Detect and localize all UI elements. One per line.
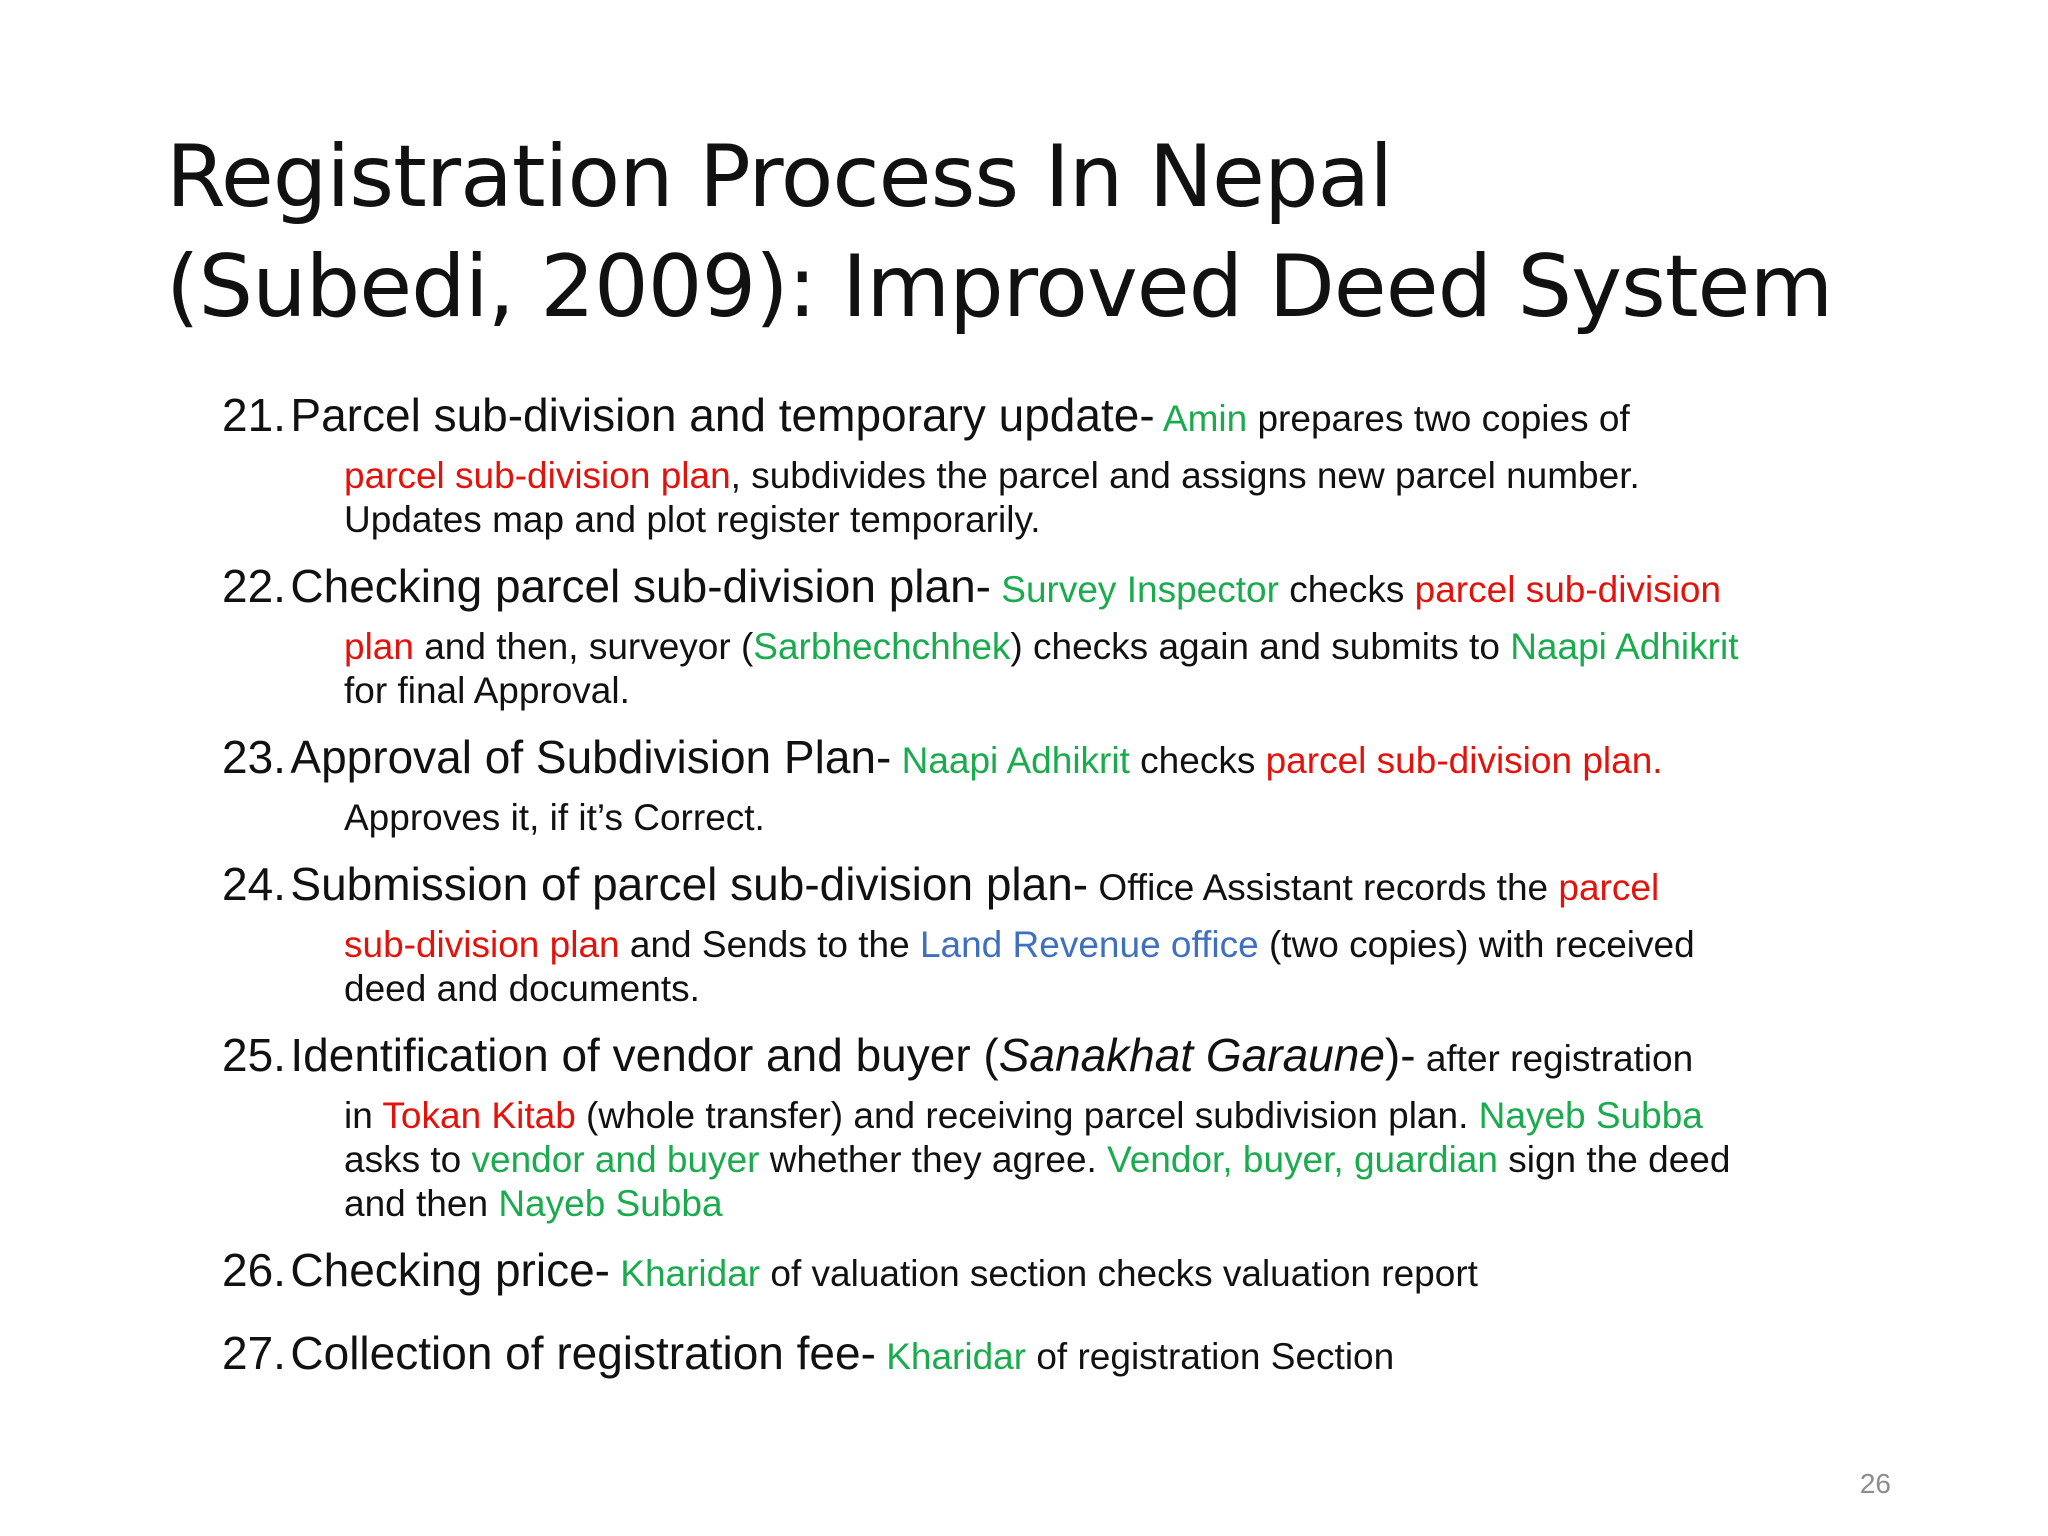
- text: [1155, 398, 1163, 439]
- step-26: [222, 1243, 2002, 1309]
- step-number: 23.: [222, 731, 286, 783]
- step-head: [222, 1028, 2002, 1094]
- text: Identification of vendor and buyer (: [290, 1029, 999, 1081]
- text: of valuation section checks valuation report: [760, 1253, 1478, 1294]
- text: [991, 569, 1001, 610]
- text: )-: [1384, 1029, 1416, 1081]
- step-title: Collection of registration fee-: [290, 1327, 876, 1379]
- text: and then, surveyor (: [413, 626, 754, 667]
- step-21: [222, 388, 2002, 542]
- actor-naapi-adhikrit: Naapi Adhikrit: [901, 740, 1130, 781]
- step-number: 27.: [222, 1327, 286, 1379]
- text: Approves it, if it’s Correct.: [344, 797, 765, 838]
- text: and Sends to the: [619, 924, 920, 965]
- step-title: Checking parcel sub-division plan-: [290, 560, 991, 612]
- text: in: [344, 1095, 383, 1136]
- actor-sarbhechchhek: Sarbhechchhek: [753, 626, 1011, 667]
- actor-vendor-buyer-guardian: Vendor, buyer, guardian: [1107, 1139, 1498, 1180]
- title-line-1: Registration Process In Nepal: [166, 127, 1393, 227]
- actor-vendor-and-buyer: vendor and buyer: [471, 1139, 760, 1180]
- document-term: parcel sub-division plan: [344, 455, 731, 496]
- step-head: [222, 559, 2002, 625]
- actor-nayeb-subba: Nayeb Subba: [1478, 1095, 1703, 1136]
- step-title: Submission of parcel sub-division plan-: [290, 858, 1089, 910]
- actor-naapi-adhikrit: Naapi Adhikrit: [1510, 626, 1739, 667]
- step-23: [222, 730, 2002, 840]
- step-head: [222, 730, 2002, 796]
- step-continuation: [222, 796, 2002, 840]
- document-term: Tokan Kitab: [382, 1095, 576, 1136]
- text: Updates map and plot register temporarily.: [344, 499, 1041, 540]
- text: Office Assistant records the: [1088, 867, 1559, 908]
- office-land-revenue: Land Revenue office: [919, 924, 1259, 965]
- text: [891, 740, 901, 781]
- step-title: Checking price-: [290, 1244, 610, 1296]
- document-term: sub-division plan: [344, 924, 620, 965]
- step-continuation: [222, 1138, 2002, 1182]
- italic-term: Sanakhat Garaune: [998, 1029, 1385, 1081]
- text: checks: [1129, 740, 1266, 781]
- step-27: [222, 1326, 2002, 1392]
- actor-amin: Amin: [1162, 398, 1248, 439]
- text: of registration Section: [1026, 1336, 1395, 1377]
- step-head: [222, 388, 2002, 454]
- step-continuation: [222, 625, 2002, 669]
- actor-kharidar: Kharidar: [886, 1336, 1027, 1377]
- text: (two copies) with received: [1258, 924, 1695, 965]
- title-line-2: (Subedi, 2009): Improved Deed System: [166, 237, 1833, 337]
- text: prepares two copies of: [1247, 398, 1630, 439]
- document-term: parcel: [1558, 867, 1660, 908]
- text: [876, 1336, 886, 1377]
- step-number: 21.: [222, 389, 286, 441]
- step-title: [290, 1029, 1415, 1081]
- step-head: [222, 1243, 2002, 1309]
- page-number: 26: [1859, 1468, 1891, 1499]
- text: for final Approval.: [344, 670, 630, 711]
- document-term: plan: [344, 626, 414, 667]
- step-title: Parcel sub-division and temporary update-: [290, 389, 1155, 441]
- slide-title: [166, 122, 1986, 342]
- step-25: [222, 1028, 2002, 1226]
- actor-kharidar: Kharidar: [620, 1253, 761, 1294]
- actor-survey-inspector: Survey Inspector: [1001, 569, 1279, 610]
- step-24: [222, 857, 2002, 1011]
- step-number: 25.: [222, 1029, 286, 1081]
- step-22: [222, 559, 2002, 713]
- process-steps-list: [222, 388, 2002, 1409]
- text: sign the deed: [1497, 1139, 1731, 1180]
- text: asks to: [344, 1139, 472, 1180]
- step-number: 24.: [222, 858, 286, 910]
- step-number: 22.: [222, 560, 286, 612]
- step-head: [222, 1326, 2002, 1392]
- text: deed and documents.: [344, 968, 700, 1009]
- text: checks: [1278, 569, 1415, 610]
- document-term: parcel sub-division: [1414, 569, 1722, 610]
- text: whether they agree.: [759, 1139, 1108, 1180]
- text: after registration: [1415, 1038, 1694, 1079]
- step-title: Approval of Subdivision Plan-: [290, 731, 892, 783]
- document-term: parcel sub-division plan.: [1265, 740, 1663, 781]
- text: [610, 1253, 620, 1294]
- step-continuation: [222, 1094, 2002, 1138]
- step-continuation: [222, 454, 2002, 498]
- text: , subdivides the parcel and assigns new parcel number.: [730, 455, 1640, 496]
- step-continuation: [222, 923, 2002, 967]
- step-continuation: [222, 1182, 2002, 1226]
- step-continuation: [222, 498, 2002, 542]
- text: ) checks again and submits to: [1010, 626, 1511, 667]
- step-number: 26.: [222, 1244, 286, 1296]
- text: and then: [344, 1183, 499, 1224]
- step-continuation: [222, 967, 2002, 1011]
- text: (whole transfer) and receiving parcel subdivision plan.: [575, 1095, 1479, 1136]
- step-continuation: [222, 669, 2002, 713]
- step-head: [222, 857, 2002, 923]
- actor-nayeb-subba: Nayeb Subba: [498, 1183, 723, 1224]
